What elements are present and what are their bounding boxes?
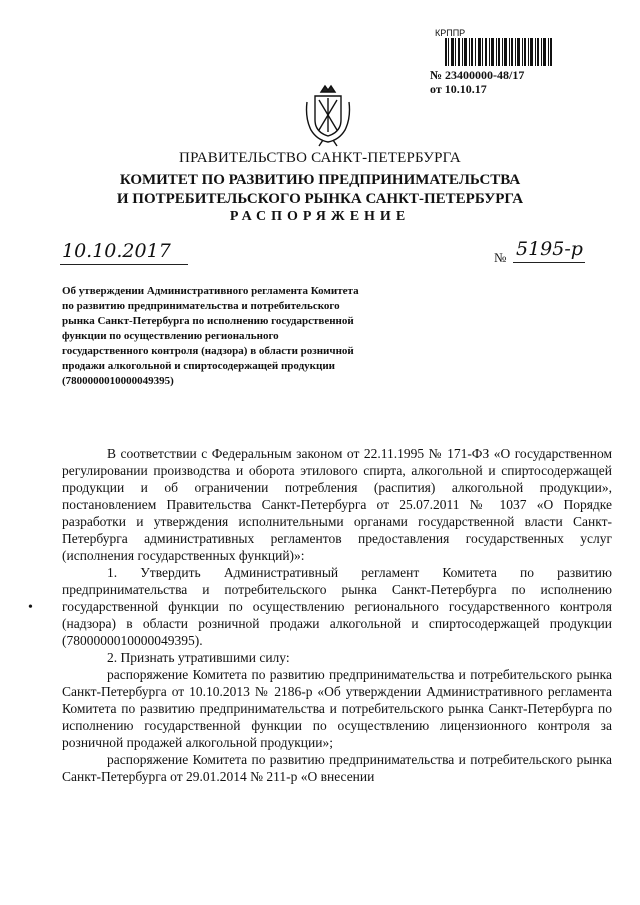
scan-mark: • (28, 600, 33, 615)
registration-stamp (430, 68, 524, 96)
committee-title-line1: КОМИТЕТ ПО РАЗВИТИЮ ПРЕДПРИНИМАТЕЛЬСТВА (119, 172, 521, 188)
committee-title (0, 171, 640, 209)
registration-date: от 10.10.17 (430, 82, 487, 96)
item-2b-paragraph: распоряжение Комитета по развитию предпринимательства и потребительского рынка Санкт-Петербурга от 29.01.2014 № 211-р «О внесении (62, 752, 612, 784)
order-number-label: № (494, 250, 507, 265)
committee-title-line2: И ПОТРЕБИТЕЛЬСКОГО РЫНКА САНКТ-ПЕТЕРБУРГА (116, 191, 524, 207)
item-2a-paragraph: распоряжение Комитета по развитию предпринимательства и потребительского рынка Санкт-Петербурга от 10.10.2013 № 2186-р «Об утверждении Административного регламента Комитета по развитию предпринимательства и потребительского рынка Санкт-Петербурга по исполнению государственной функции по осуществлению лицензионного контроля за розничной продажей алкогольной продукции»; (62, 667, 612, 750)
coat-of-arms-icon (303, 82, 353, 148)
date-underline (60, 264, 188, 265)
number-underline (513, 262, 585, 263)
order-subject: Об утверждении Административного регламента Комитета по развитию предпринимательства и потребительского рынка Санкт-Петербурга по исполнению государственной функции по осуществлению регионального государственного контроля (надзора) в области розничной продажи алкогольной и спиртосодержащей продукции (7800000010000049395) (62, 285, 359, 387)
government-title: ПРАВИТЕЛЬСТВО САНКТ-ПЕТЕРБУРГА (179, 150, 461, 166)
order-date: 10.10.2017 (62, 240, 171, 262)
order-number: 5195-р (516, 238, 583, 260)
registration-number: № 23400000-48/17 (430, 68, 525, 82)
document-type: РАСПОРЯЖЕНИЕ (229, 209, 411, 224)
preamble-paragraph: В соответствии с Федеральным законом от 22.11.1995 № 171-ФЗ «О государственном регулировании производства и оборота этилового спирта, алкогольной и спиртосодержащей продукции и об ограничении потребления (распития) алкогольной продукции», постановлением Правительства Санкт-Петербурга от 25.07.2011 № 1037 «О Порядке разработки и утверждения исполнительными органами государственной власти Санкт-Петербурга административных регламентов предоставления государственных услуг (исполнения государственных функций)»: (62, 446, 612, 563)
item-2-paragraph: 2. Признать утратившими силу: (107, 650, 290, 665)
item-1-paragraph: 1. Утвердить Административный регламент Комитета по развитию предпринимательства и потребительского рынка Санкт-Петербурга по исполнению государственной функции по осуществлению регионального государственного контроля (надзора) в области розничной продажи алкогольной и спиртосодержащей продукции (7800000010000049395). (62, 565, 612, 648)
barcode-icon (445, 38, 553, 66)
order-body (62, 445, 612, 785)
registration-stamp-code: КРППР (435, 28, 466, 38)
